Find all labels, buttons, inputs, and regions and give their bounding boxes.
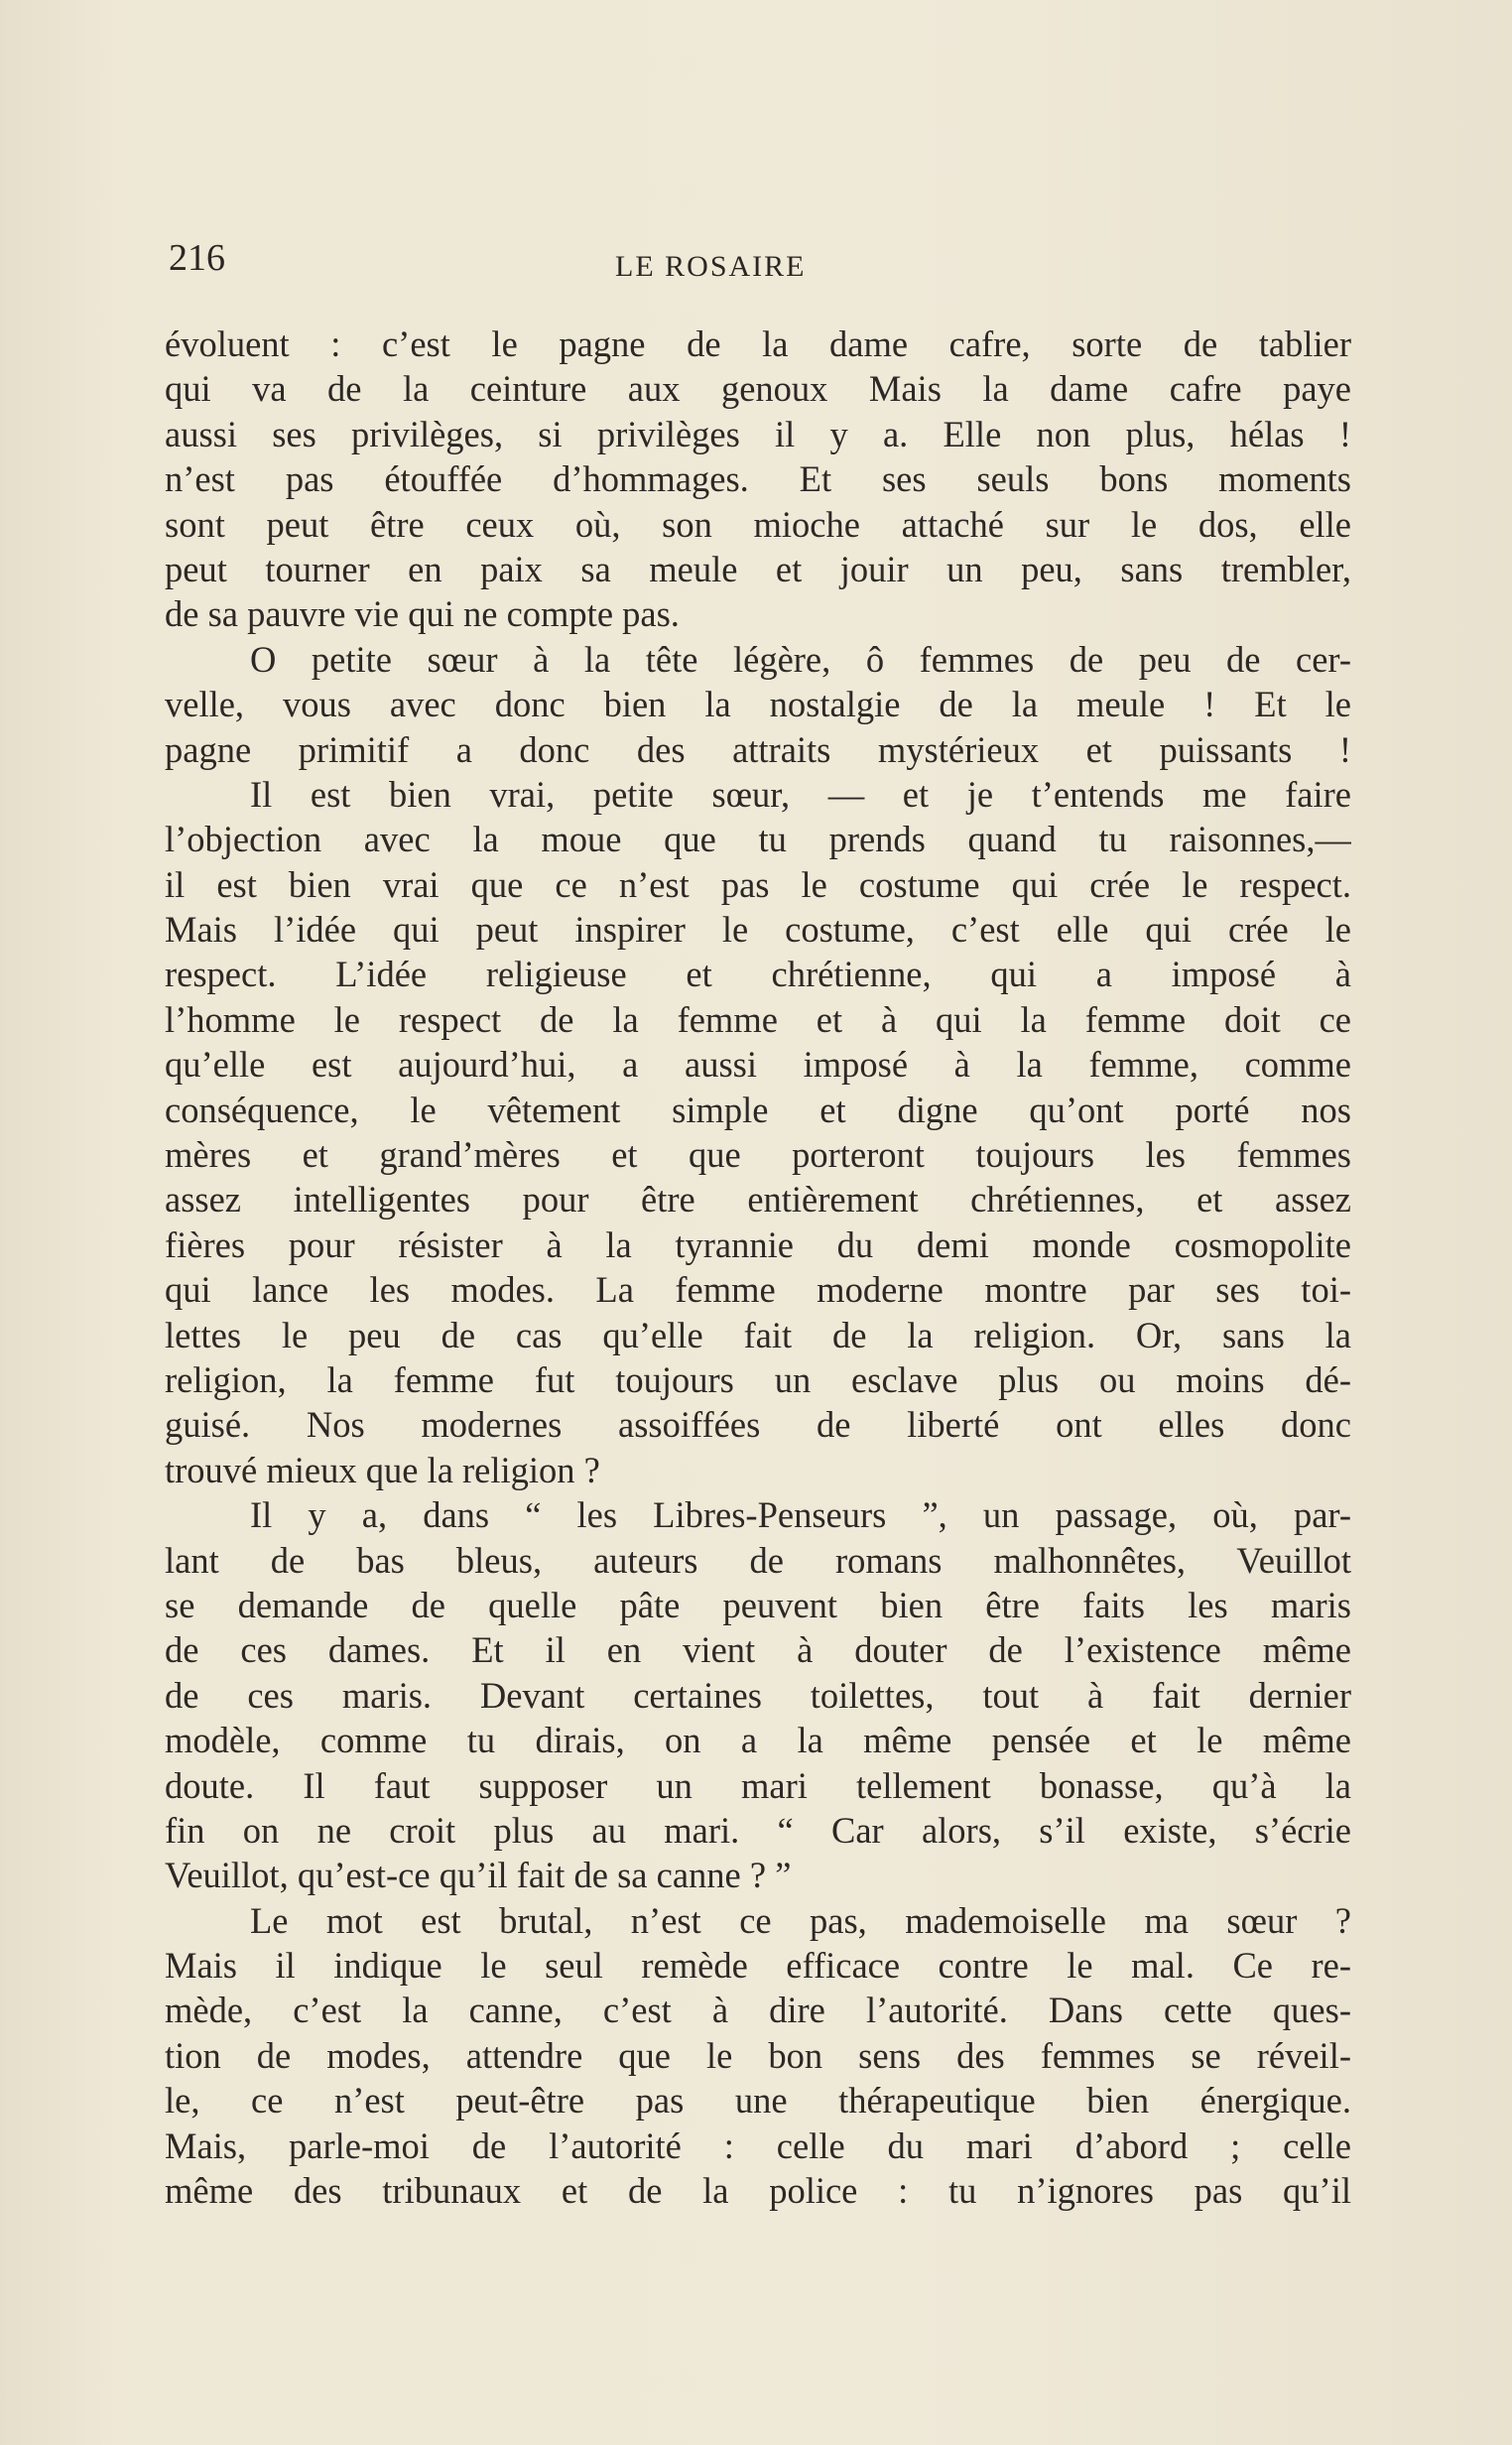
text-line: il est bien vrai que ce n’est pas le costume qui crée le respect. [165,863,1351,905]
text-line: mède, c’est la canne, c’est à dire l’autorité. Dans cette ques- [165,1990,1351,2031]
text-line: Le mot est brutal, n’est ce pas, mademoiselle ma sœur ? [250,1899,1351,1941]
text-line: respect. L’idée religieuse et chrétienne, qui a imposé à [165,954,1351,995]
text-line: Mais l’idée qui peut inspirer le costume, c’est elle qui crée le [165,909,1351,951]
page-header [169,236,1359,296]
text-line: n’est pas étouffée d’hommages. Et ses seuls bons moments [165,458,1351,500]
text-line: qui va de la ceinture aux genoux Mais la dame cafre paye [165,368,1351,410]
text-line: Veuillot, qu’est-ce qu’il fait de sa canne ? ” [165,1855,792,1896]
text-line: conséquence, le vêtement simple et digne qu’ont porté nos [165,1089,1351,1130]
text-line: de ces dames. Et il en vient à douter de l’existence même [165,1629,1351,1671]
text-line: l’objection avec la moue que tu prends quand tu raisonnes,— [165,819,1351,860]
text-line: même des tribunaux et de la police : tu n’ignores pas qu’il [165,2170,1351,2212]
text-line: trouvé mieux que la religion ? [165,1449,600,1490]
text-line: doute. Il faut supposer un mari tellement bonasse, qu’à la [165,1764,1351,1806]
text-line: assez intelligentes pour être entièrement chrétiennes, et assez [165,1179,1351,1221]
text-line: qu’elle est aujourd’hui, a aussi imposé à la femme, comme [165,1044,1351,1086]
text-line: évoluent : c’est le pagne de la dame cafre, sorte de tablier [165,323,1351,364]
running-head: LE ROSAIRE [615,250,807,283]
text-line: se demande de quelle pâte peuvent bien être faits les maris [165,1584,1351,1625]
text-line: guisé. Nos modernes assoiffées de liberté ont elles donc [165,1404,1351,1446]
text-line: aussi ses privilèges, si privilèges il y a. Elle non plus, hélas ! [165,413,1351,454]
text-line: lettes le peu de cas qu’elle fait de la religion. Or, sans la [165,1314,1351,1355]
text-line: Mais, parle-moi de l’autorité : celle du mari d’abord ; celle [165,2124,1351,2166]
text-line: peut tourner en paix sa meule et jouir un peu, sans trembler, [165,548,1351,589]
text-line: velle, vous avec donc bien la nostalgie de la meule ! Et le [165,684,1351,725]
text-line: religion, la femme fut toujours un esclave plus ou moins dé- [165,1358,1351,1400]
text-line: l’homme le respect de la femme et à qui la femme doit ce [165,998,1351,1040]
text-line: sont peut être ceux où, son mioche attaché sur le dos, elle [165,503,1351,545]
text-line: Il est bien vrai, petite sœur, — et je t’entends me faire [250,773,1351,815]
text-line: qui lance les modes. La femme moderne montre par ses toi- [165,1269,1351,1311]
text-line: de ces maris. Devant certaines toilettes, tout à fait dernier [165,1674,1351,1716]
body-text [165,322,1351,2213]
text-line: pagne primitif a donc des attraits mystérieux et puissants ! [165,728,1351,770]
page-number: 216 [169,237,225,279]
text-line: Il y a, dans “ les Libres-Penseurs ”, un passage, où, par- [250,1494,1351,1536]
text-line: Mais il indique le seul remède efficace contre le mal. Ce re- [165,1945,1351,1987]
text-line: O petite sœur à la tête légère, ô femmes de peu de cer- [250,638,1351,680]
text-line: fières pour résister à la tyrannie du demi monde cosmopolite [165,1223,1351,1265]
text-line: lant de bas bleus, auteurs de romans malhonnêtes, Veuillot [165,1539,1351,1581]
text-line: de sa pauvre vie qui ne compte pas. [165,593,680,635]
text-line: tion de modes, attendre que le bon sens des femmes se réveil- [165,2034,1351,2076]
text-line: modèle, comme tu dirais, on a la même pensée et le même [165,1720,1351,1761]
text-line: fin on ne croit plus au mari. “ Car alors, s’il existe, s’écrie [165,1809,1351,1851]
text-line: mères et grand’mères et que porteront toujours les femmes [165,1134,1351,1176]
text-line: le, ce n’est peut-être pas une thérapeutique bien énergique. [165,2080,1351,2122]
